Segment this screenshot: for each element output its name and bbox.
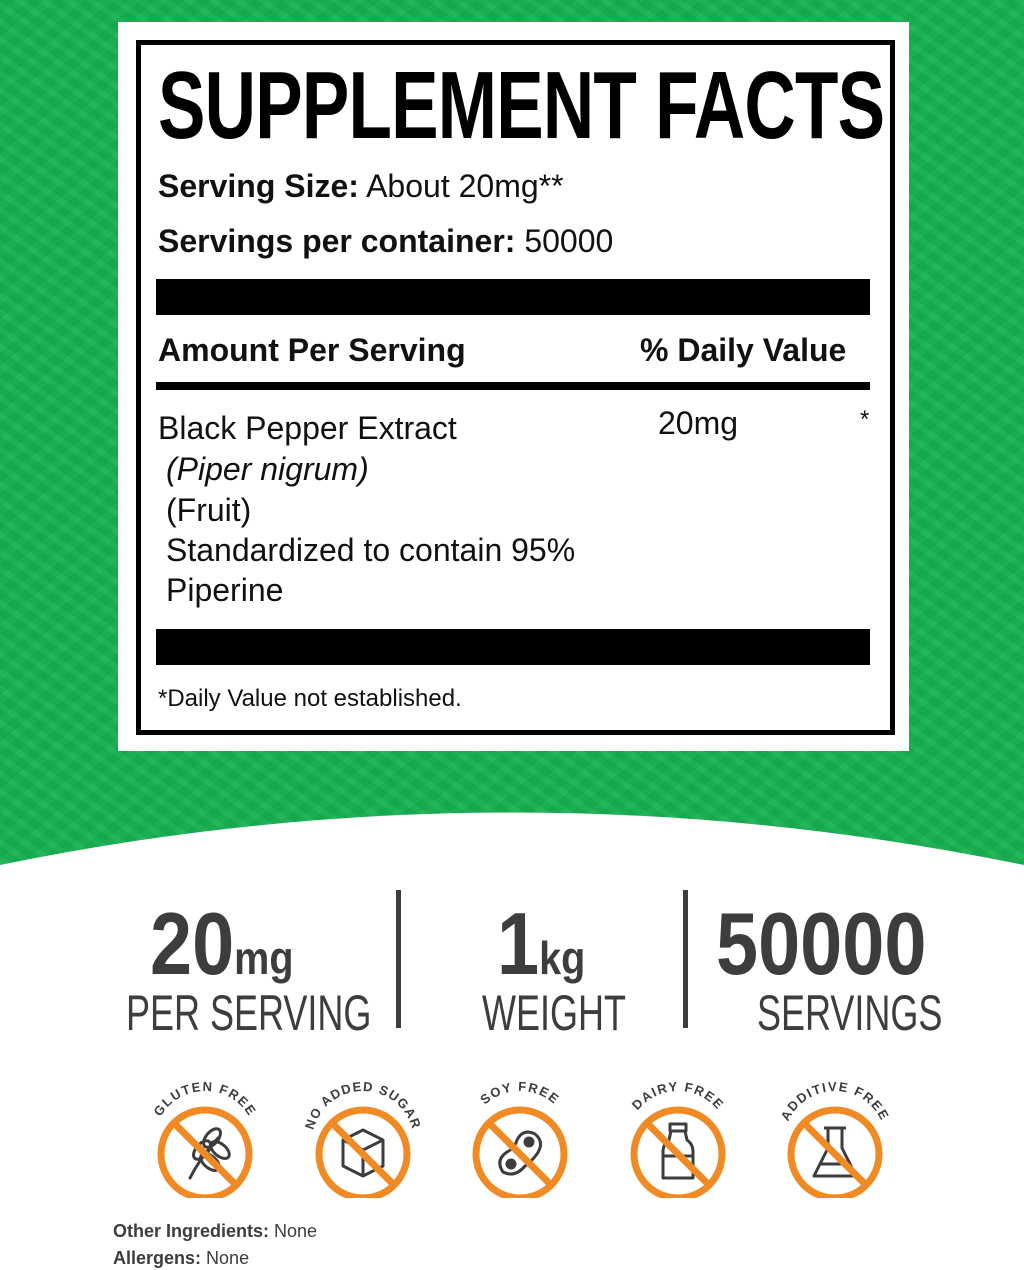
ingredient-amount: 20mg <box>658 405 739 441</box>
servings-value: 50000 <box>524 223 614 259</box>
ingredient-standard-line1: Standardized to contain 95% <box>166 532 576 568</box>
serving-size-label: Serving Size: <box>158 168 359 204</box>
ingredient-part: (Fruit) <box>166 492 252 528</box>
serving-size-row <box>158 168 564 205</box>
badge-dairy-free <box>613 1068 743 1198</box>
amount-per-serving-header: Amount Per Serving <box>158 332 466 368</box>
badge-dairy-free-text: DAIRY FREE <box>628 1078 728 1113</box>
stat-divider-1 <box>396 890 401 1028</box>
stat-servings-value: 50000 <box>716 894 927 993</box>
badge-gluten-free <box>140 1068 270 1198</box>
other-ingredients-line <box>113 1221 317 1242</box>
footnote: *Daily Value not established. <box>158 685 462 712</box>
stat-per-serving-value: 20mg <box>150 894 294 993</box>
servings-label: Servings per container: <box>158 223 516 259</box>
stat-weight-value: 1kg <box>497 894 586 993</box>
allergens-value: None <box>206 1248 250 1268</box>
ingredient-latin: (Piper nigrum) <box>166 451 369 487</box>
badge-soy-free <box>455 1068 585 1198</box>
badge-soy-free-text: SOY FREE <box>477 1078 563 1108</box>
other-ingredients-value: None <box>274 1221 318 1241</box>
badge-no-added-sugar-text: NO ADDED SUGAR <box>301 1078 425 1132</box>
badge-additive-free-text: ADDITIVE FREE <box>777 1078 893 1124</box>
badge-additive-free <box>770 1068 900 1198</box>
stat-weight-label: WEIGHT <box>482 985 626 1041</box>
thick-divider-bottom <box>156 629 870 665</box>
medium-divider <box>156 382 870 390</box>
stat-divider-2 <box>683 890 688 1028</box>
stat-weight-unit: kg <box>539 932 586 984</box>
stat-per-serving-label: PER SERVING <box>126 985 372 1041</box>
allergens-line <box>113 1248 249 1269</box>
ingredient-name: Black Pepper Extract <box>158 410 457 446</box>
thick-divider-top <box>156 279 870 315</box>
badge-gluten-free-text: GLUTEN FREE <box>150 1078 260 1119</box>
other-ingredients-label: Other Ingredients: <box>113 1221 270 1241</box>
ingredient-dv: * <box>860 406 870 433</box>
ingredient-standard-line2: Piperine <box>166 572 284 608</box>
svg-text:SOY FREE <box>477 1079 562 1107</box>
serving-size-value: About 20mg** <box>366 168 564 204</box>
svg-text:ADDITIVE FREE <box>777 1079 892 1123</box>
svg-text:NO ADDED SUGAR <box>302 1079 424 1131</box>
facts-title: SUPPLEMENT FACTS <box>158 52 885 159</box>
allergens-label: Allergens: <box>113 1248 202 1268</box>
servings-per-container-row <box>158 223 613 260</box>
badge-no-added-sugar <box>298 1068 428 1198</box>
stat-per-serving-unit: mg <box>234 932 294 984</box>
daily-value-header: % Daily Value <box>640 332 847 368</box>
stat-servings-label: SERVINGS <box>757 985 943 1041</box>
white-wave <box>0 790 1024 890</box>
